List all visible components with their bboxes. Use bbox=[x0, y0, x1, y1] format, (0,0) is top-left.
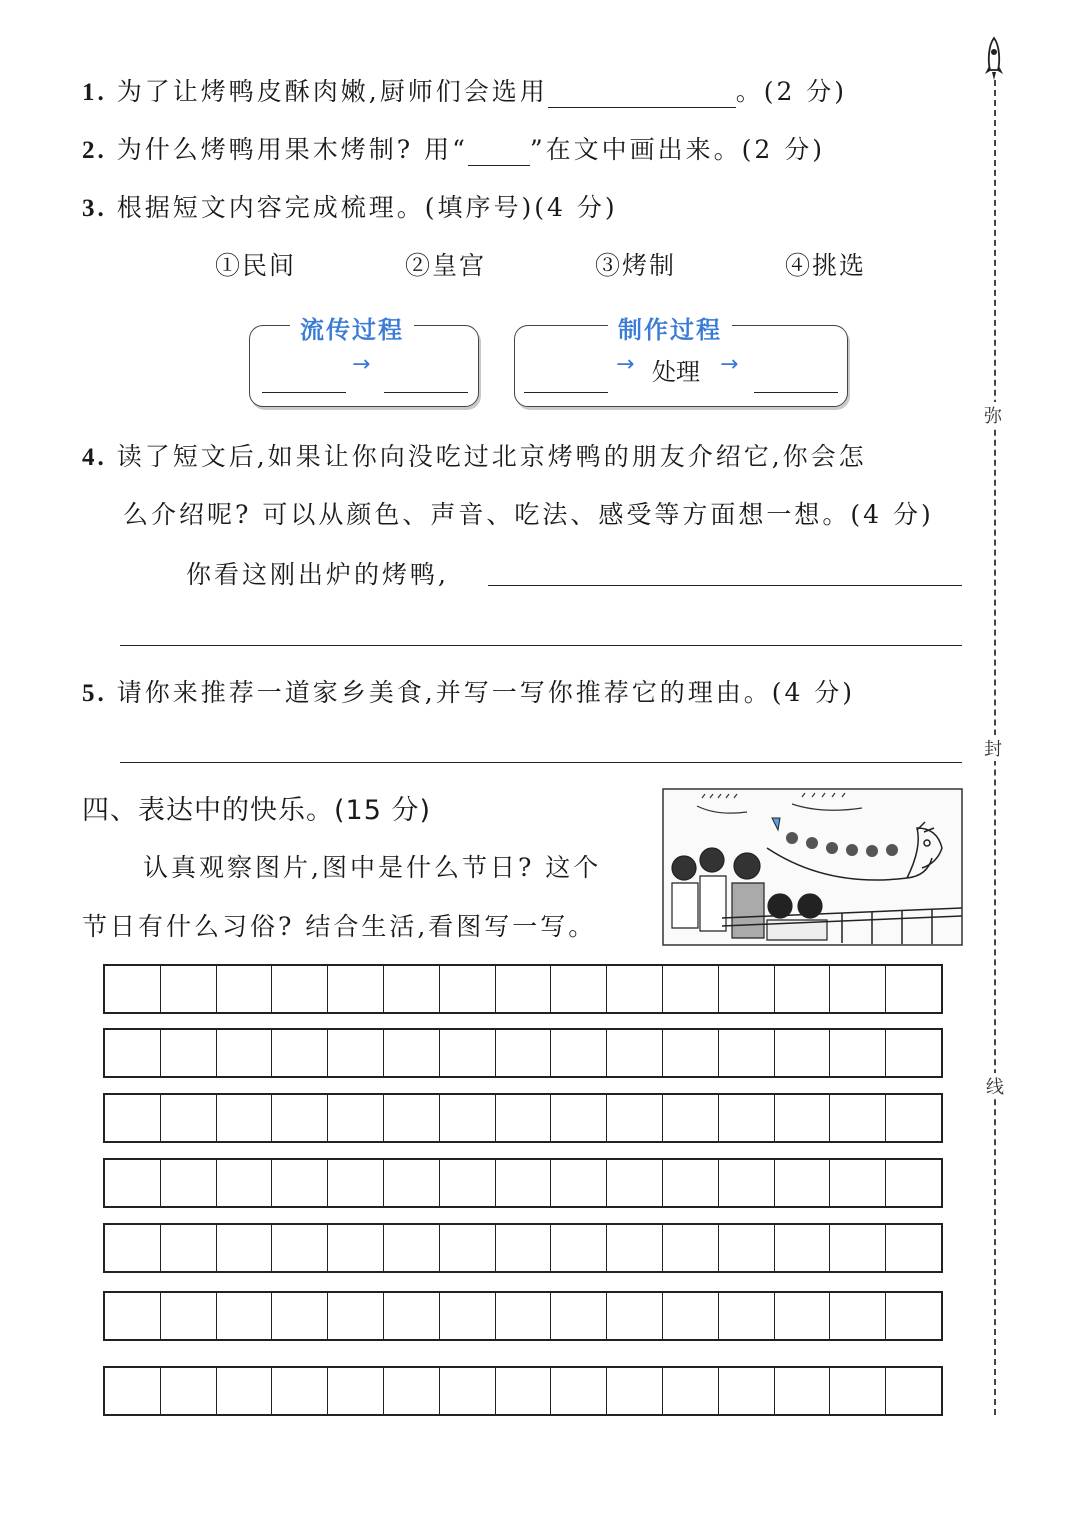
question-5 bbox=[82, 673, 855, 709]
question-suffix: 。(2 分) bbox=[735, 77, 848, 106]
writing-grid-row[interactable] bbox=[103, 1223, 943, 1273]
rocket-icon bbox=[982, 36, 1006, 82]
answer-line[interactable] bbox=[488, 585, 962, 586]
answer-blank[interactable] bbox=[262, 392, 346, 393]
writing-grid-row[interactable] bbox=[103, 1028, 943, 1078]
section-4-prompt-line-2: 节日有什么习俗? 结合生活,看图写一写。 bbox=[82, 912, 597, 941]
question-4-line-2: 么介绍呢? 可以从颜色、声音、吃法、感受等方面想一想。(4 分) bbox=[123, 500, 934, 529]
question-number: 1. bbox=[82, 79, 107, 106]
question-number: 2. bbox=[82, 137, 107, 164]
section-4-title: 四、表达中的快乐。(15 分) bbox=[82, 795, 432, 826]
question-text: 请你来推荐一道家乡美食,并写一写你推荐它的理由。(4 分) bbox=[116, 678, 856, 707]
side-label-feng: 封 bbox=[984, 735, 1002, 761]
writing-grid-row[interactable] bbox=[103, 1291, 943, 1341]
option-1: ①民间 bbox=[215, 251, 297, 280]
question-4 bbox=[82, 437, 867, 473]
answer-blank[interactable] bbox=[384, 392, 468, 393]
side-label-xian: 线 bbox=[986, 1073, 1004, 1099]
question-number: 3. bbox=[82, 195, 107, 222]
question-suffix: ”在文中画出来。(2 分) bbox=[529, 135, 826, 164]
writing-grid-row[interactable] bbox=[103, 1093, 943, 1143]
arrow-right-icon: → bbox=[616, 352, 635, 377]
question-text: 读了短文后,如果让你向没吃过北京烤鸭的朋友介绍它,你会怎 bbox=[116, 442, 867, 471]
flow-box-spread-title: 流传过程 bbox=[290, 310, 414, 345]
writing-grid-row[interactable] bbox=[103, 1366, 943, 1416]
question-4-starter: 你看这刚出炉的烤鸭, bbox=[186, 560, 449, 589]
answer-line[interactable] bbox=[120, 645, 962, 646]
question-number: 4. bbox=[82, 444, 107, 471]
arrow-right-icon: → bbox=[352, 352, 371, 377]
section-4-prompt-line-1: 认真观察图片,图中是什么节日? 这个 bbox=[143, 853, 602, 882]
question-1 bbox=[82, 72, 847, 108]
dragon-boat-illustration bbox=[662, 788, 963, 946]
flow-step-processing: 处理 bbox=[652, 358, 700, 386]
answer-blank[interactable] bbox=[524, 392, 608, 393]
answer-blank[interactable] bbox=[754, 392, 838, 393]
flow-box-making-title: 制作过程 bbox=[608, 310, 732, 345]
question-3 bbox=[82, 188, 618, 224]
arrow-right-icon: → bbox=[720, 352, 739, 377]
option-3: ③烤制 bbox=[595, 251, 677, 280]
question-2 bbox=[82, 130, 825, 166]
option-2: ②皇宫 bbox=[405, 251, 487, 280]
question-text: 为什么烤鸭用果木烤制? 用“ bbox=[116, 135, 468, 164]
option-4: ④挑选 bbox=[785, 251, 867, 280]
side-label-mi: 弥 bbox=[984, 402, 1002, 428]
writing-grid-row[interactable] bbox=[103, 964, 943, 1014]
answer-line[interactable] bbox=[120, 762, 962, 763]
question-text: 为了让烤鸭皮酥肉嫩,厨师们会选用 bbox=[116, 77, 548, 106]
question-number: 5. bbox=[82, 680, 107, 707]
answer-blank[interactable] bbox=[468, 137, 530, 166]
question-text: 根据短文内容完成梳理。(填序号)(4 分) bbox=[116, 193, 618, 222]
writing-grid-row[interactable] bbox=[103, 1158, 943, 1208]
answer-blank[interactable] bbox=[548, 79, 736, 108]
